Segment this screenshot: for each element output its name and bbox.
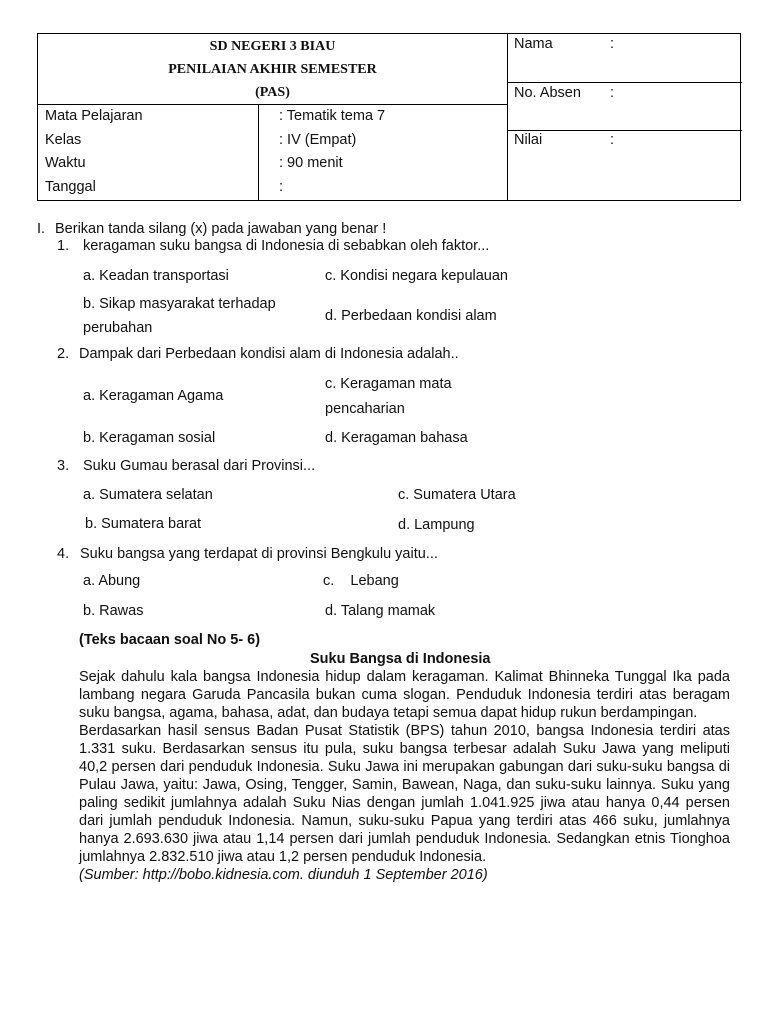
question-1-option-a[interactable]: a. Keadan transportasi bbox=[83, 268, 229, 284]
name-colon: : bbox=[610, 36, 615, 52]
date-value: : bbox=[279, 179, 284, 195]
question-1-option-b[interactable]: b. Sikap masyarakat terhadap bbox=[83, 296, 276, 312]
question-4-option-d[interactable]: d. Talang mamak bbox=[325, 603, 436, 619]
subject-label: Mata Pelajaran bbox=[45, 108, 143, 124]
divider bbox=[258, 104, 259, 201]
question-4-text: Suku bangsa yang terdapat di provinsi Bengkulu yaitu... bbox=[80, 546, 438, 562]
passage-paragraph-2: Berdasarkan hasil sensus Badan Pusat Statistik (BPS) tahun 2010, bangsa Indonesia terdiri atas 1.331 suku. Berdasarkan sensus itu pula, suku bangsa terbesar adalah Suku Jawa yang meliputi 40,2 persen dari penduduk Indonesia. Suku Jawa ini merupakan gabungan dari suku-suku bangsa di Pulau Jawa, yaitu: Jawa, Osing, Tengger, Samin, Bawean, Naga, dan suku-suku lainnya. Suku yang paling sedikit jumlahnya adalah Suku Nias dengan jumlah 1.041.925 jiwa atau hanya 0,44 persen dari jumlah penduduk Indonesia. Namun, suku-suku Papua yang terdiri atas 466 suku, jumlahnya hanya 2.693.630 jiwa atau 1,14 persen dari jumlah penduduk Indonesia. Sedangkan etnis Tionghoa jumlahnya 2.832.510 jiwa atau 1,2 persen penduduk Indonesia. bbox=[79, 723, 730, 865]
divider bbox=[507, 130, 742, 131]
name-label: Nama bbox=[514, 36, 553, 52]
question-1-option-d[interactable]: d. Perbedaan kondisi alam bbox=[325, 308, 497, 324]
question-3-number: 3. bbox=[57, 458, 70, 474]
question-3-text: Suku Gumau berasal dari Provinsi... bbox=[83, 458, 316, 474]
divider bbox=[507, 34, 508, 201]
question-1-option-b-cont: perubahan bbox=[83, 320, 153, 336]
question-2-option-c[interactable]: c. Keragaman mata bbox=[325, 376, 452, 392]
question-4-number: 4. bbox=[57, 546, 70, 562]
subject-value: : Tematik tema 7 bbox=[279, 108, 386, 124]
question-1-option-c[interactable]: c. Kondisi negara kepulauan bbox=[325, 268, 508, 284]
passage-source: (Sumber: http://bobo.kidnesia.com. diunduh 1 September 2016) bbox=[79, 867, 488, 883]
class-value: : IV (Empat) bbox=[279, 132, 357, 148]
section-instruction: Berikan tanda silang (x) pada jawaban yang benar ! bbox=[55, 221, 387, 237]
date-label: Tanggal bbox=[45, 179, 96, 195]
reading-passage bbox=[79, 668, 730, 884]
school-name: SD NEGERI 3 BIAU bbox=[209, 39, 336, 54]
question-2-option-b[interactable]: b. Keragaman sosial bbox=[83, 430, 216, 446]
score-colon: : bbox=[610, 132, 615, 148]
class-label: Kelas bbox=[45, 132, 82, 148]
divider bbox=[507, 82, 742, 83]
question-3-option-a[interactable]: a. Sumatera selatan bbox=[83, 487, 213, 503]
reading-label: (Teks bacaan soal No 5- 6) bbox=[79, 632, 261, 648]
question-4-option-a[interactable]: a. Abung bbox=[83, 573, 141, 589]
section-number: I. bbox=[37, 221, 46, 237]
question-2-option-c-cont: pencaharian bbox=[325, 401, 405, 417]
question-3-option-d[interactable]: d. Lampung bbox=[398, 517, 475, 533]
absen-label: No. Absen bbox=[514, 85, 581, 101]
question-2-text: Dampak dari Perbedaan kondisi alam di Indonesia adalah.. bbox=[79, 346, 459, 362]
header-table bbox=[37, 33, 741, 201]
exam-abbreviation: (PAS) bbox=[255, 85, 290, 100]
exam-title: PENILAIAN AKHIR SEMESTER bbox=[168, 62, 377, 77]
question-2-number: 2. bbox=[57, 346, 70, 362]
question-4-option-b[interactable]: b. Rawas bbox=[83, 603, 144, 619]
time-label: Waktu bbox=[45, 155, 86, 171]
passage-paragraph-1: Sejak dahulu kala bangsa Indonesia hidup dalam keragaman. Kalimat Bhinneka Tunggal Ika pada lambang negara Garuda Pancasila bukan cuma slogan. Penduduk Indonesia terdiri atas beragam suku bangsa, agama, bahasa, adat, dan budaya tetapi semua dapat hidup rukun berdampingan. bbox=[79, 669, 730, 721]
question-1-number: 1. bbox=[57, 238, 70, 254]
question-3-option-b[interactable]: b. Sumatera barat bbox=[85, 516, 202, 532]
reading-title: Suku Bangsa di Indonesia bbox=[310, 651, 491, 667]
question-4-option-c[interactable]: c. Lebang bbox=[323, 573, 399, 589]
question-1-text: keragaman suku bangsa di Indonesia di sebabkan oleh faktor... bbox=[83, 238, 490, 254]
score-label: Nilai bbox=[514, 132, 543, 148]
question-3-option-c[interactable]: c. Sumatera Utara bbox=[398, 487, 516, 503]
question-2-option-a[interactable]: a. Keragaman Agama bbox=[83, 388, 224, 404]
question-2-option-d[interactable]: d. Keragaman bahasa bbox=[325, 430, 468, 446]
divider bbox=[38, 104, 507, 105]
absen-colon: : bbox=[610, 85, 615, 101]
time-value: : 90 menit bbox=[279, 155, 343, 171]
